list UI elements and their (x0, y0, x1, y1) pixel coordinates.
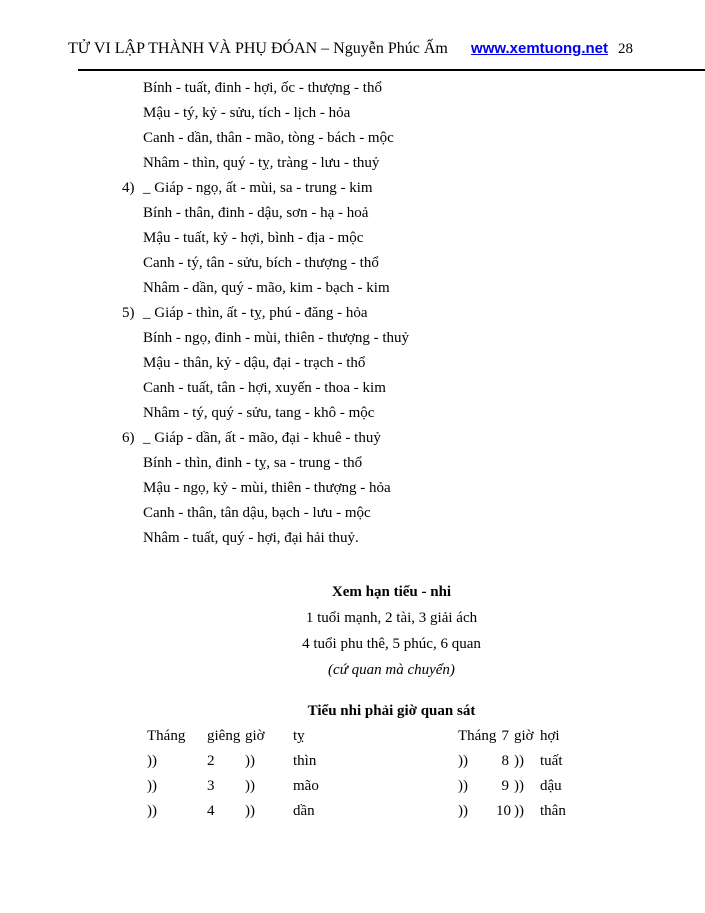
table-cell: hợi (540, 728, 560, 744)
table-cell: Tháng (458, 728, 497, 744)
table-cell: 3 (207, 778, 215, 794)
section-note: (cứ quan mà chuyển) (328, 662, 455, 678)
list-line (0, 101, 705, 126)
section-line: 1 tuổi mạnh, 2 tài, 3 giải ách (305, 610, 478, 626)
table-cell: giờ (514, 728, 534, 744)
line-text: _ Giáp - thìn, ất - tỵ, phú - đăng - hỏa (143, 305, 368, 321)
table-cell: )) (245, 803, 255, 819)
list-line (0, 276, 705, 301)
website-link[interactable]: www.xemtuong.net (471, 40, 608, 57)
line-text: Canh - thân, tân dậu, bạch - lưu - mộc (143, 505, 371, 521)
table-cell: )) (514, 778, 524, 794)
left-month-hour-table (147, 724, 363, 824)
content-list (0, 76, 705, 551)
line-text: _ Giáp - dần, ất - mão, đại - khuê - thuỷ (143, 430, 381, 446)
section-xem-han (78, 579, 705, 683)
list-line (0, 301, 705, 326)
list-line (0, 201, 705, 226)
table-cell: )) (147, 803, 157, 819)
section-tieu-nhi-title: Tiểu nhi phải giờ quan sát (307, 703, 476, 719)
hour-observation-tables (0, 724, 705, 824)
list-line (0, 351, 705, 376)
list-line (0, 226, 705, 251)
table-cell: Tháng (147, 728, 186, 744)
table-cell: dậu (540, 778, 562, 794)
table-cell: mão (293, 778, 319, 794)
line-text: Mậu - thân, kỷ - dậu, đại - trạch - thổ (143, 355, 366, 371)
table-cell: )) (147, 753, 157, 769)
table-cell: giờ (245, 728, 265, 744)
right-month-hour-table (458, 724, 588, 824)
line-text: Bính - tuất, đinh - hợi, ốc - thượng - thổ (143, 80, 382, 96)
table-cell: 4 (207, 803, 215, 819)
line-text: Nhâm - tuất, quý - hợi, đại hải thuỷ. (143, 530, 359, 546)
table-row (458, 724, 588, 749)
table-cell: )) (458, 803, 468, 819)
table-cell: thân (540, 803, 566, 819)
line-number: 5) (122, 305, 135, 321)
line-text: Mậu - tuất, kỷ - hợi, bình - địa - mộc (143, 230, 364, 246)
table-row (147, 724, 363, 749)
table-row (458, 799, 588, 824)
list-line (0, 376, 705, 401)
line-number: 6) (122, 430, 135, 446)
list-line (0, 251, 705, 276)
header-divider (78, 69, 705, 71)
table-cell: 10 (496, 803, 511, 819)
document-title: TỬ VI LẬP THÀNH VÀ PHỤ ĐÓAN – Nguyễn Phúc Ấm (68, 40, 448, 57)
line-text: Canh - dần, thân - mão, tòng - bách - mộc (143, 130, 394, 146)
table-row (147, 799, 363, 824)
page-number: 28 (618, 41, 633, 57)
line-text: Nhâm - dần, quý - mão, kim - bạch - kim (143, 280, 390, 296)
section-title: Xem hạn tiểu - nhi (331, 584, 452, 600)
list-line (0, 126, 705, 151)
line-text: Bính - thân, đinh - dậu, sơn - hạ - hoả (143, 205, 369, 221)
line-text: Canh - tuất, tân - hợi, xuyến - thoa - kim (143, 380, 386, 396)
table-cell: giêng (207, 728, 241, 744)
list-line (0, 176, 705, 201)
table-cell: tuất (540, 753, 563, 769)
line-text: Nhâm - tý, quý - sửu, tang - khô - mộc (143, 405, 375, 421)
table-cell: )) (458, 753, 468, 769)
table-row (458, 749, 588, 774)
table-cell: tỵ (293, 728, 305, 744)
table-cell: )) (147, 778, 157, 794)
table-row (147, 749, 363, 774)
table-cell: 9 (501, 778, 509, 794)
list-line (0, 501, 705, 526)
table-cell: )) (458, 778, 468, 794)
line-text: Bính - ngọ, đinh - mùi, thiên - thượng - thuỷ (143, 330, 410, 346)
table-cell: thìn (293, 753, 317, 769)
table-cell: )) (245, 753, 255, 769)
list-line (0, 76, 705, 101)
line-text: Canh - tý, tân - sửu, bích - thượng - thổ (143, 255, 379, 271)
line-number: 4) (122, 180, 135, 196)
line-text: Nhâm - thìn, quý - tỵ, tràng - lưu - thuỷ (143, 155, 380, 171)
section-line: 4 tuổi phu thê, 5 phúc, 6 quan (302, 636, 481, 652)
table-row (147, 774, 363, 799)
table-cell: )) (514, 753, 524, 769)
list-line (0, 451, 705, 476)
table-row (458, 774, 588, 799)
list-line (0, 326, 705, 351)
line-text: _ Giáp - ngọ, ất - mùi, sa - trung - kim (143, 180, 373, 196)
table-cell: 7 (501, 728, 509, 744)
table-cell: )) (514, 803, 524, 819)
table-cell: )) (245, 778, 255, 794)
table-cell: dần (293, 803, 315, 819)
list-line (0, 426, 705, 451)
list-line (0, 151, 705, 176)
page-header (0, 0, 705, 58)
table-cell: 2 (207, 753, 215, 769)
list-line (0, 401, 705, 426)
line-text: Mậu - ngọ, kỷ - mùi, thiên - thượng - hỏa (143, 480, 391, 496)
list-line (0, 476, 705, 501)
list-line (0, 526, 705, 551)
line-text: Mậu - tý, kỷ - sửu, tích - lịch - hỏa (143, 105, 351, 121)
line-text: Bính - thìn, đinh - tỵ, sa - trung - thổ (143, 455, 363, 471)
table-cell: 8 (501, 753, 509, 769)
